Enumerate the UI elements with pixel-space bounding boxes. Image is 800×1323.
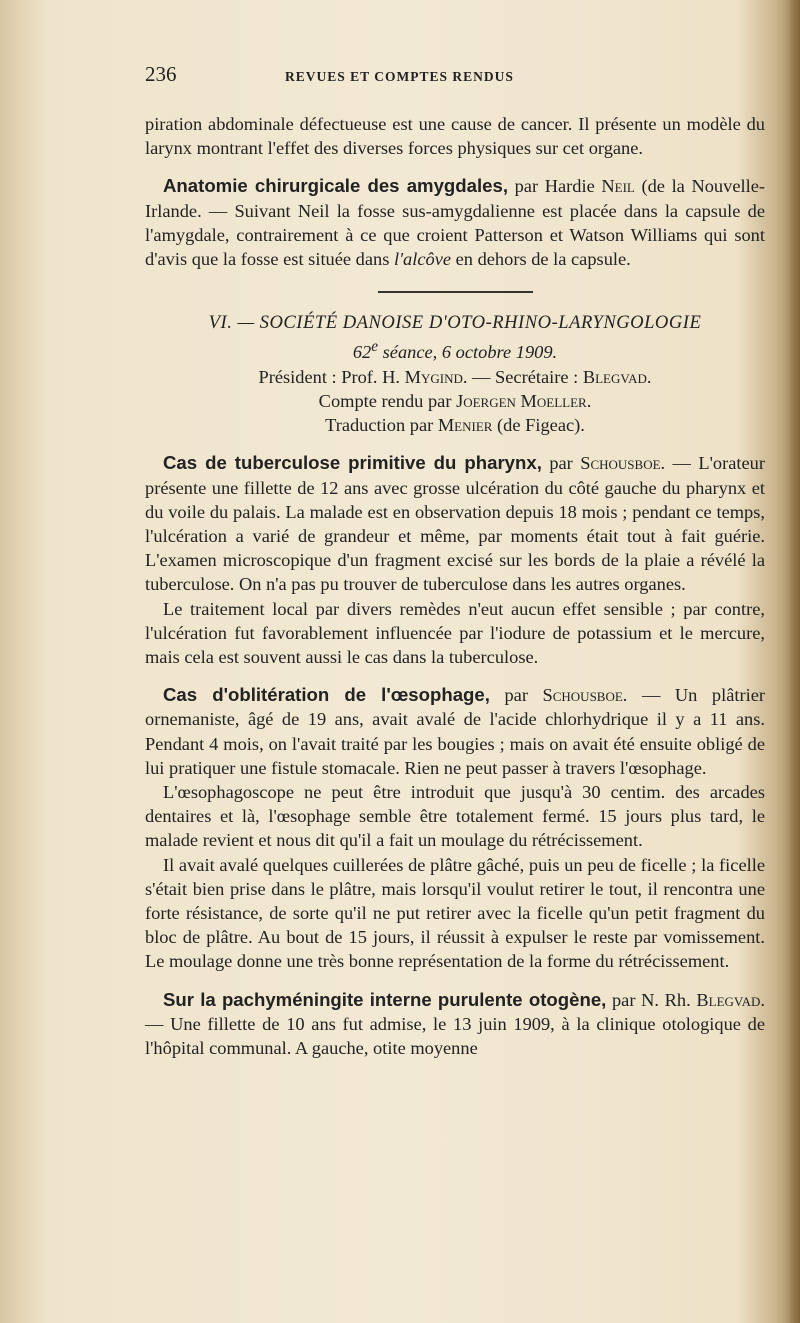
- compte-label: Compte rendu par: [318, 390, 457, 411]
- session-sup: e: [371, 338, 379, 356]
- amygdales-text1: (de la Nouvelle-Irlande. — Suivant Neil la fosse sus-amygdalienne est placée dans la capsule de l'amygdale, contrairement à ce que croient Patterson et Watson Williams qui sont d'avis que la fosse est située dans: [145, 176, 765, 270]
- session-number: 62: [352, 342, 372, 363]
- running-title: REVUES ET COMPTES RENDUS: [285, 69, 514, 84]
- section-compte: Compte rendu par Joergen Moeller.: [318, 390, 592, 411]
- president-name: Mygind: [404, 366, 463, 387]
- president-label: Président : Prof. H.: [258, 366, 405, 387]
- traduction-name: Menier: [437, 415, 493, 436]
- secretary-name: Blegvad: [582, 366, 647, 387]
- oesophage-author: Schousboe: [542, 685, 623, 706]
- tuberculose-paragraph: [145, 451, 765, 596]
- traduction-label: Traduction par: [325, 415, 438, 436]
- oesophage-heading: Cas d'oblitération de l'œsophage,: [163, 684, 490, 706]
- session-text: séance, 6 octobre 1909.: [378, 342, 558, 363]
- tuberculose-by: par: [541, 453, 581, 474]
- pachymeningite-paragraph: [145, 988, 765, 1061]
- tuberculose-author: Schousboe: [580, 453, 661, 474]
- pachymeningite-p1: . — Une fillette de 10 ans fut admise, le 13 juin 1909, à la clinique otologique de l'hôpital communal. A gauche, otite moyenne: [145, 989, 765, 1059]
- tuberculose-paragraph-2: Le traitement local par divers remèdes n'eut aucun effet sensible ; par contre, l'ulcération fut favorablement influencée par l'iodure de potassium et le mercure, mais cela est souvent aussi le cas dans la tuberculose.: [145, 598, 765, 667]
- traduction-place: (de Figeac).: [492, 415, 585, 436]
- page-edge-shadow: [786, 0, 800, 1323]
- section-officers: Président : Prof. H. Mygind. — Secrétaire : Blegvad.: [258, 366, 652, 387]
- pachymeningite-heading: Sur la pachyméningite interne purulente otogène,: [163, 988, 607, 1010]
- spacer: [145, 160, 765, 174]
- oesophage-paragraph-3: Il avait avalé quelques cuillerées de plâtre gâché, puis un peu de ficelle ; la ficelle s'était bien prise dans le plâtre, mais lorsqu'il voulut retirer le tout, il rencontra une forte résistance, de sorte qu'il ne put retirer avec la ficelle qu'un petit fragment du bloc de plâtre. Au bout de 15 jours, il réussit à expulser le reste par vomissement. Le moulage donne une très bonne représentation de la forme du rétrécissement.: [145, 854, 765, 972]
- text-column: [145, 62, 765, 1060]
- spacer: [145, 669, 765, 683]
- oesophage-paragraph-2: L'œsophagoscope ne peut être introduit que jusqu'à 30 centim. des arcades dentaires et là, l'œsophage semble être totalement fermé. 15 jours plus tard, le malade revient et nous dit qu'il a fait un moulage du rétrécissement.: [145, 782, 765, 851]
- amygdales-alcove: l'alcôve: [393, 249, 452, 270]
- section-divider: [378, 291, 533, 293]
- pachymeningite-author: Blegvad: [696, 989, 761, 1010]
- section-traduction: [145, 413, 765, 437]
- compte-name: Joergen Moeller: [456, 390, 587, 411]
- page-number: 236: [145, 62, 177, 86]
- oesophage-p1: . — Un plâtrier ornemaniste, âgé de 19 ans, avait avalé de l'acide chlorhydrique il y a 11 ans. Pendant 4 mois, on l'avait traité par les bougies ; mais on avait été ensuite obligé de lui pratiquer une fistule stomacale. Rien ne peut passer à travers l'œsophage.: [145, 685, 765, 778]
- intro-paragraph: piration abdominale défectueuse est une cause de cancer. Il présente un modèle du larynx montrant l'effet des diverses forces physiques sur cet organe.: [145, 114, 765, 159]
- amygdales-text2: en dehors de la capsule.: [451, 249, 631, 270]
- secretary-label: . — Secrétaire :: [462, 366, 583, 387]
- spacer: [145, 974, 765, 988]
- section-session: [145, 335, 765, 364]
- amygdales-heading: Anatomie chirurgicale des amygdales,: [163, 175, 508, 197]
- section-title: VI. — SOCIÉTÉ DANOISE D'OTO-RHINO-LARYNGOLOGIE: [208, 312, 702, 334]
- amygdales-by: par Hardie: [508, 176, 602, 197]
- amygdales-paragraph: [145, 174, 765, 271]
- oesophage-by: par: [489, 685, 543, 706]
- oesophage-paragraph: [145, 683, 765, 780]
- amygdales-author: Neil: [601, 176, 635, 197]
- spacer: [145, 437, 765, 451]
- tuberculose-heading: Cas de tuberculose primitive du pharynx,: [163, 452, 542, 474]
- tuberculose-p1: . — L'orateur présente une fillette de 12 ans avec grosse ulcération du côté gauche du pharynx et du voile du palais. La malade est en observation depuis 18 mois ; pendant ce temps, l'ulcération a varié de grandeur et même, par moments était tout à fait guérie. L'examen microscopique d'un fragment excisé sur les bords de la plaie a révélé la tuberculose. On n'a pas pu trouver de tuberculose dans les autres organes.: [145, 453, 765, 595]
- running-head: [145, 62, 765, 92]
- pachymeningite-by: par N. Rh.: [606, 989, 697, 1010]
